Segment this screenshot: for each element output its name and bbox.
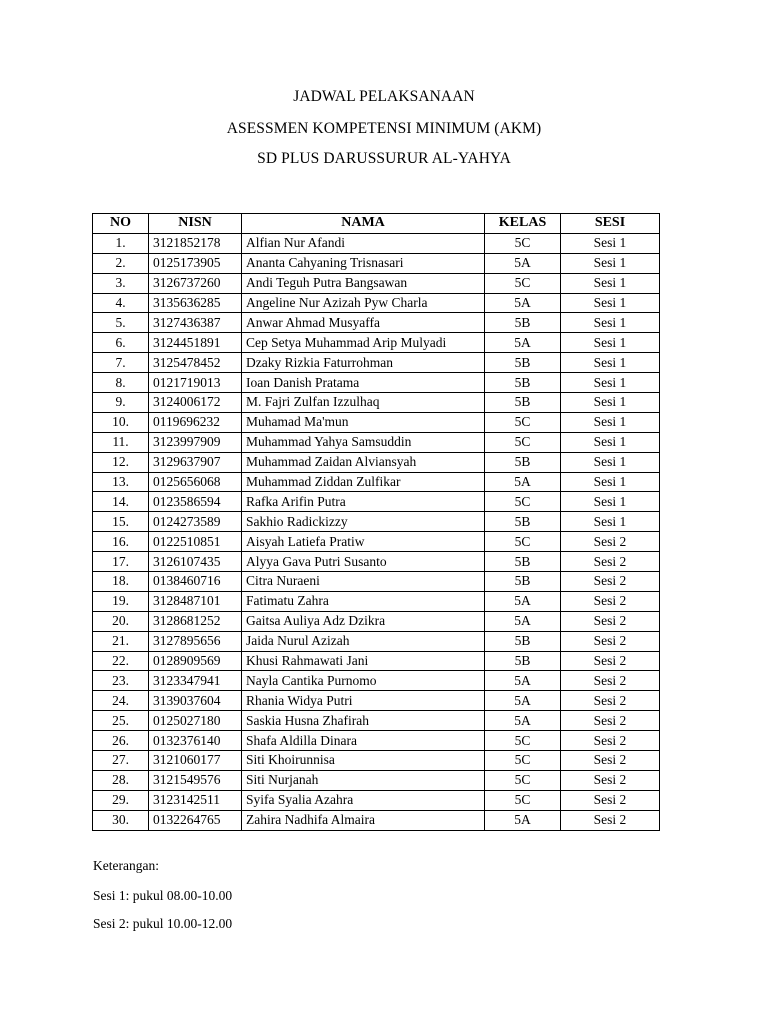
table-row bbox=[93, 770, 660, 790]
cell-nama: Muhamad Ma'mun bbox=[242, 412, 485, 432]
column-header-sesi: SESI bbox=[561, 214, 660, 234]
cell-sesi: Sesi 2 bbox=[561, 751, 660, 771]
cell-no: 20. bbox=[93, 611, 149, 631]
cell-nama: Ananta Cahyaning Trisnasari bbox=[242, 253, 485, 273]
cell-no: 16. bbox=[93, 532, 149, 552]
cell-no: 4. bbox=[93, 293, 149, 313]
cell-sesi: Sesi 2 bbox=[561, 651, 660, 671]
cell-nisn: 3126107435 bbox=[149, 552, 242, 572]
table-row bbox=[93, 492, 660, 512]
table-row bbox=[93, 651, 660, 671]
cell-kelas: 5B bbox=[485, 552, 561, 572]
cell-nisn: 0132264765 bbox=[149, 810, 242, 830]
cell-nisn: 3123347941 bbox=[149, 671, 242, 691]
cell-nisn: 3121060177 bbox=[149, 751, 242, 771]
cell-sesi: Sesi 2 bbox=[561, 572, 660, 592]
cell-kelas: 5B bbox=[485, 452, 561, 472]
cell-sesi: Sesi 1 bbox=[561, 373, 660, 393]
cell-kelas: 5C bbox=[485, 233, 561, 253]
cell-sesi: Sesi 2 bbox=[561, 711, 660, 731]
cell-nama: Saskia Husna Zhafirah bbox=[242, 711, 485, 731]
cell-sesi: Sesi 1 bbox=[561, 393, 660, 413]
cell-sesi: Sesi 1 bbox=[561, 512, 660, 532]
table-row bbox=[93, 293, 660, 313]
document-subtitle: ASESSMEN KOMPETENSI MINIMUM (AKM) bbox=[226, 120, 542, 137]
cell-nisn: 3128681252 bbox=[149, 611, 242, 631]
cell-nisn: 3124006172 bbox=[149, 393, 242, 413]
cell-sesi: Sesi 2 bbox=[561, 691, 660, 711]
cell-sesi: Sesi 1 bbox=[561, 293, 660, 313]
table-row bbox=[93, 512, 660, 532]
cell-sesi: Sesi 2 bbox=[561, 770, 660, 790]
cell-nama: Fatimatu Zahra bbox=[242, 591, 485, 611]
cell-nama: Ioan Danish Pratama bbox=[242, 373, 485, 393]
table-row bbox=[93, 452, 660, 472]
cell-no: 28. bbox=[93, 770, 149, 790]
cell-no: 22. bbox=[93, 651, 149, 671]
cell-sesi: Sesi 1 bbox=[561, 253, 660, 273]
cell-no: 23. bbox=[93, 671, 149, 691]
cell-nisn: 0132376140 bbox=[149, 731, 242, 751]
cell-nisn: 0125656068 bbox=[149, 472, 242, 492]
cell-no: 15. bbox=[93, 512, 149, 532]
cell-sesi: Sesi 2 bbox=[561, 671, 660, 691]
cell-sesi: Sesi 1 bbox=[561, 313, 660, 333]
cell-nama: Jaida Nurul Azizah bbox=[242, 631, 485, 651]
cell-no: 18. bbox=[93, 572, 149, 592]
cell-no: 27. bbox=[93, 751, 149, 771]
cell-kelas: 5A bbox=[485, 591, 561, 611]
cell-no: 21. bbox=[93, 631, 149, 651]
cell-nisn: 0122510851 bbox=[149, 532, 242, 552]
cell-sesi: Sesi 2 bbox=[561, 611, 660, 631]
cell-kelas: 5C bbox=[485, 751, 561, 771]
cell-no: 9. bbox=[93, 393, 149, 413]
cell-kelas: 5C bbox=[485, 432, 561, 452]
table-row bbox=[93, 671, 660, 691]
cell-nama: Khusi Rahmawati Jani bbox=[242, 651, 485, 671]
column-header-nama: NAMA bbox=[242, 214, 485, 234]
table-row bbox=[93, 412, 660, 432]
cell-nama: Gaitsa Auliya Adz Dzikra bbox=[242, 611, 485, 631]
cell-sesi: Sesi 2 bbox=[561, 532, 660, 552]
cell-no: 2. bbox=[93, 253, 149, 273]
cell-nisn: 3121852178 bbox=[149, 233, 242, 253]
cell-nama: Dzaky Rizkia Faturrohman bbox=[242, 353, 485, 373]
cell-kelas: 5C bbox=[485, 731, 561, 751]
cell-kelas: 5B bbox=[485, 651, 561, 671]
cell-no: 13. bbox=[93, 472, 149, 492]
cell-nama: Nayla Cantika Purnomo bbox=[242, 671, 485, 691]
cell-no: 10. bbox=[93, 412, 149, 432]
cell-no: 19. bbox=[93, 591, 149, 611]
table-row bbox=[93, 691, 660, 711]
cell-no: 6. bbox=[93, 333, 149, 353]
table-row bbox=[93, 253, 660, 273]
table-row bbox=[93, 373, 660, 393]
cell-nama: Aisyah Latiefa Pratiw bbox=[242, 532, 485, 552]
table-row bbox=[93, 333, 660, 353]
cell-kelas: 5B bbox=[485, 393, 561, 413]
table-row bbox=[93, 273, 660, 293]
cell-nisn: 3127436387 bbox=[149, 313, 242, 333]
cell-kelas: 5C bbox=[485, 532, 561, 552]
note-session-1: Sesi 1: pukul 08.00-10.00 bbox=[93, 888, 233, 903]
table-row bbox=[93, 353, 660, 373]
cell-kelas: 5A bbox=[485, 333, 561, 353]
document-title: JADWAL PELAKSANAAN bbox=[293, 88, 475, 105]
cell-nisn: 0125173905 bbox=[149, 253, 242, 273]
cell-sesi: Sesi 2 bbox=[561, 552, 660, 572]
table-row bbox=[93, 810, 660, 830]
cell-no: 1. bbox=[93, 233, 149, 253]
cell-no: 30. bbox=[93, 810, 149, 830]
cell-nama: Rafka Arifin Putra bbox=[242, 492, 485, 512]
cell-kelas: 5A bbox=[485, 472, 561, 492]
cell-nama: Anwar Ahmad Musyaffa bbox=[242, 313, 485, 333]
cell-sesi: Sesi 1 bbox=[561, 492, 660, 512]
schedule-table bbox=[92, 213, 660, 831]
table-row bbox=[93, 552, 660, 572]
cell-nama: Angeline Nur Azizah Pyw Charla bbox=[242, 293, 485, 313]
cell-nisn: 3126737260 bbox=[149, 273, 242, 293]
cell-no: 5. bbox=[93, 313, 149, 333]
cell-kelas: 5C bbox=[485, 790, 561, 810]
cell-nama: Rhania Widya Putri bbox=[242, 691, 485, 711]
cell-nama: Alyya Gava Putri Susanto bbox=[242, 552, 485, 572]
cell-no: 8. bbox=[93, 373, 149, 393]
cell-nama: Sakhio Radickizzy bbox=[242, 512, 485, 532]
cell-kelas: 5A bbox=[485, 293, 561, 313]
table-row bbox=[93, 233, 660, 253]
cell-nisn: 0128909569 bbox=[149, 651, 242, 671]
cell-kelas: 5A bbox=[485, 253, 561, 273]
cell-sesi: Sesi 2 bbox=[561, 790, 660, 810]
notes-title: Keterangan: bbox=[93, 858, 159, 873]
table-row bbox=[93, 711, 660, 731]
cell-sesi: Sesi 1 bbox=[561, 273, 660, 293]
cell-nisn: 3124451891 bbox=[149, 333, 242, 353]
cell-kelas: 5B bbox=[485, 313, 561, 333]
cell-nisn: 0138460716 bbox=[149, 572, 242, 592]
cell-nisn: 0125027180 bbox=[149, 711, 242, 731]
cell-nama: Citra Nuraeni bbox=[242, 572, 485, 592]
cell-sesi: Sesi 1 bbox=[561, 452, 660, 472]
cell-nama: M. Fajri Zulfan Izzulhaq bbox=[242, 393, 485, 413]
table-row bbox=[93, 591, 660, 611]
cell-kelas: 5B bbox=[485, 373, 561, 393]
cell-nama: Shafa Aldilla Dinara bbox=[242, 731, 485, 751]
cell-sesi: Sesi 1 bbox=[561, 353, 660, 373]
cell-nisn: 3123997909 bbox=[149, 432, 242, 452]
cell-nama: Zahira Nadhifa Almaira bbox=[242, 810, 485, 830]
cell-kelas: 5C bbox=[485, 273, 561, 293]
cell-nisn: 3123142511 bbox=[149, 790, 242, 810]
cell-no: 24. bbox=[93, 691, 149, 711]
cell-nisn: 3125478452 bbox=[149, 353, 242, 373]
cell-kelas: 5B bbox=[485, 512, 561, 532]
cell-kelas: 5B bbox=[485, 353, 561, 373]
cell-kelas: 5A bbox=[485, 711, 561, 731]
cell-nisn: 3121549576 bbox=[149, 770, 242, 790]
cell-nama: Syifa Syalia Azahra bbox=[242, 790, 485, 810]
cell-kelas: 5A bbox=[485, 691, 561, 711]
cell-nisn: 3139037604 bbox=[149, 691, 242, 711]
cell-kelas: 5A bbox=[485, 611, 561, 631]
cell-nisn: 3128487101 bbox=[149, 591, 242, 611]
table-row bbox=[93, 572, 660, 592]
cell-no: 17. bbox=[93, 552, 149, 572]
cell-kelas: 5C bbox=[485, 412, 561, 432]
table-header-row bbox=[93, 214, 660, 234]
table-row bbox=[93, 313, 660, 333]
table-row bbox=[93, 731, 660, 751]
cell-nama: Muhammad Zaidan Alviansyah bbox=[242, 452, 485, 472]
cell-nisn: 3127895656 bbox=[149, 631, 242, 651]
cell-no: 25. bbox=[93, 711, 149, 731]
cell-sesi: Sesi 1 bbox=[561, 333, 660, 353]
cell-nisn: 3135636285 bbox=[149, 293, 242, 313]
cell-sesi: Sesi 2 bbox=[561, 731, 660, 751]
cell-no: 7. bbox=[93, 353, 149, 373]
column-header-no: NO bbox=[93, 214, 149, 234]
cell-kelas: 5A bbox=[485, 671, 561, 691]
cell-sesi: Sesi 1 bbox=[561, 412, 660, 432]
school-name: SD PLUS DARUSSURUR AL-YAHYA bbox=[257, 150, 511, 167]
cell-kelas: 5B bbox=[485, 572, 561, 592]
cell-kelas: 5B bbox=[485, 631, 561, 651]
table-row bbox=[93, 472, 660, 492]
cell-kelas: 5C bbox=[485, 492, 561, 512]
cell-nama: Cep Setya Muhammad Arip Mulyadi bbox=[242, 333, 485, 353]
table-row bbox=[93, 751, 660, 771]
table-body bbox=[93, 233, 660, 830]
cell-no: 29. bbox=[93, 790, 149, 810]
cell-no: 26. bbox=[93, 731, 149, 751]
cell-sesi: Sesi 1 bbox=[561, 432, 660, 452]
cell-nama: Muhammad Ziddan Zulfikar bbox=[242, 472, 485, 492]
cell-no: 11. bbox=[93, 432, 149, 452]
cell-nama: Siti Nurjanah bbox=[242, 770, 485, 790]
cell-nama: Muhammad Yahya Samsuddin bbox=[242, 432, 485, 452]
cell-nama: Andi Teguh Putra Bangsawan bbox=[242, 273, 485, 293]
cell-nisn: 3129637907 bbox=[149, 452, 242, 472]
table-row bbox=[93, 432, 660, 452]
cell-sesi: Sesi 2 bbox=[561, 810, 660, 830]
cell-sesi: Sesi 1 bbox=[561, 472, 660, 492]
cell-nisn: 0124273589 bbox=[149, 512, 242, 532]
table-row bbox=[93, 532, 660, 552]
table-row bbox=[93, 790, 660, 810]
table-row bbox=[93, 393, 660, 413]
table-row bbox=[93, 611, 660, 631]
cell-nama: Alfian Nur Afandi bbox=[242, 233, 485, 253]
column-header-kelas: KELAS bbox=[485, 214, 561, 234]
cell-nisn: 0123586594 bbox=[149, 492, 242, 512]
cell-sesi: Sesi 2 bbox=[561, 591, 660, 611]
cell-kelas: 5C bbox=[485, 770, 561, 790]
column-header-nisn: NISN bbox=[149, 214, 242, 234]
table-row bbox=[93, 631, 660, 651]
cell-no: 12. bbox=[93, 452, 149, 472]
note-session-2: Sesi 2: pukul 10.00-12.00 bbox=[93, 916, 233, 931]
cell-sesi: Sesi 2 bbox=[561, 631, 660, 651]
cell-no: 14. bbox=[93, 492, 149, 512]
cell-nisn: 0121719013 bbox=[149, 373, 242, 393]
cell-sesi: Sesi 1 bbox=[561, 233, 660, 253]
cell-nama: Siti Khoirunnisa bbox=[242, 751, 485, 771]
cell-nisn: 0119696232 bbox=[149, 412, 242, 432]
cell-no: 3. bbox=[93, 273, 149, 293]
cell-kelas: 5A bbox=[485, 810, 561, 830]
